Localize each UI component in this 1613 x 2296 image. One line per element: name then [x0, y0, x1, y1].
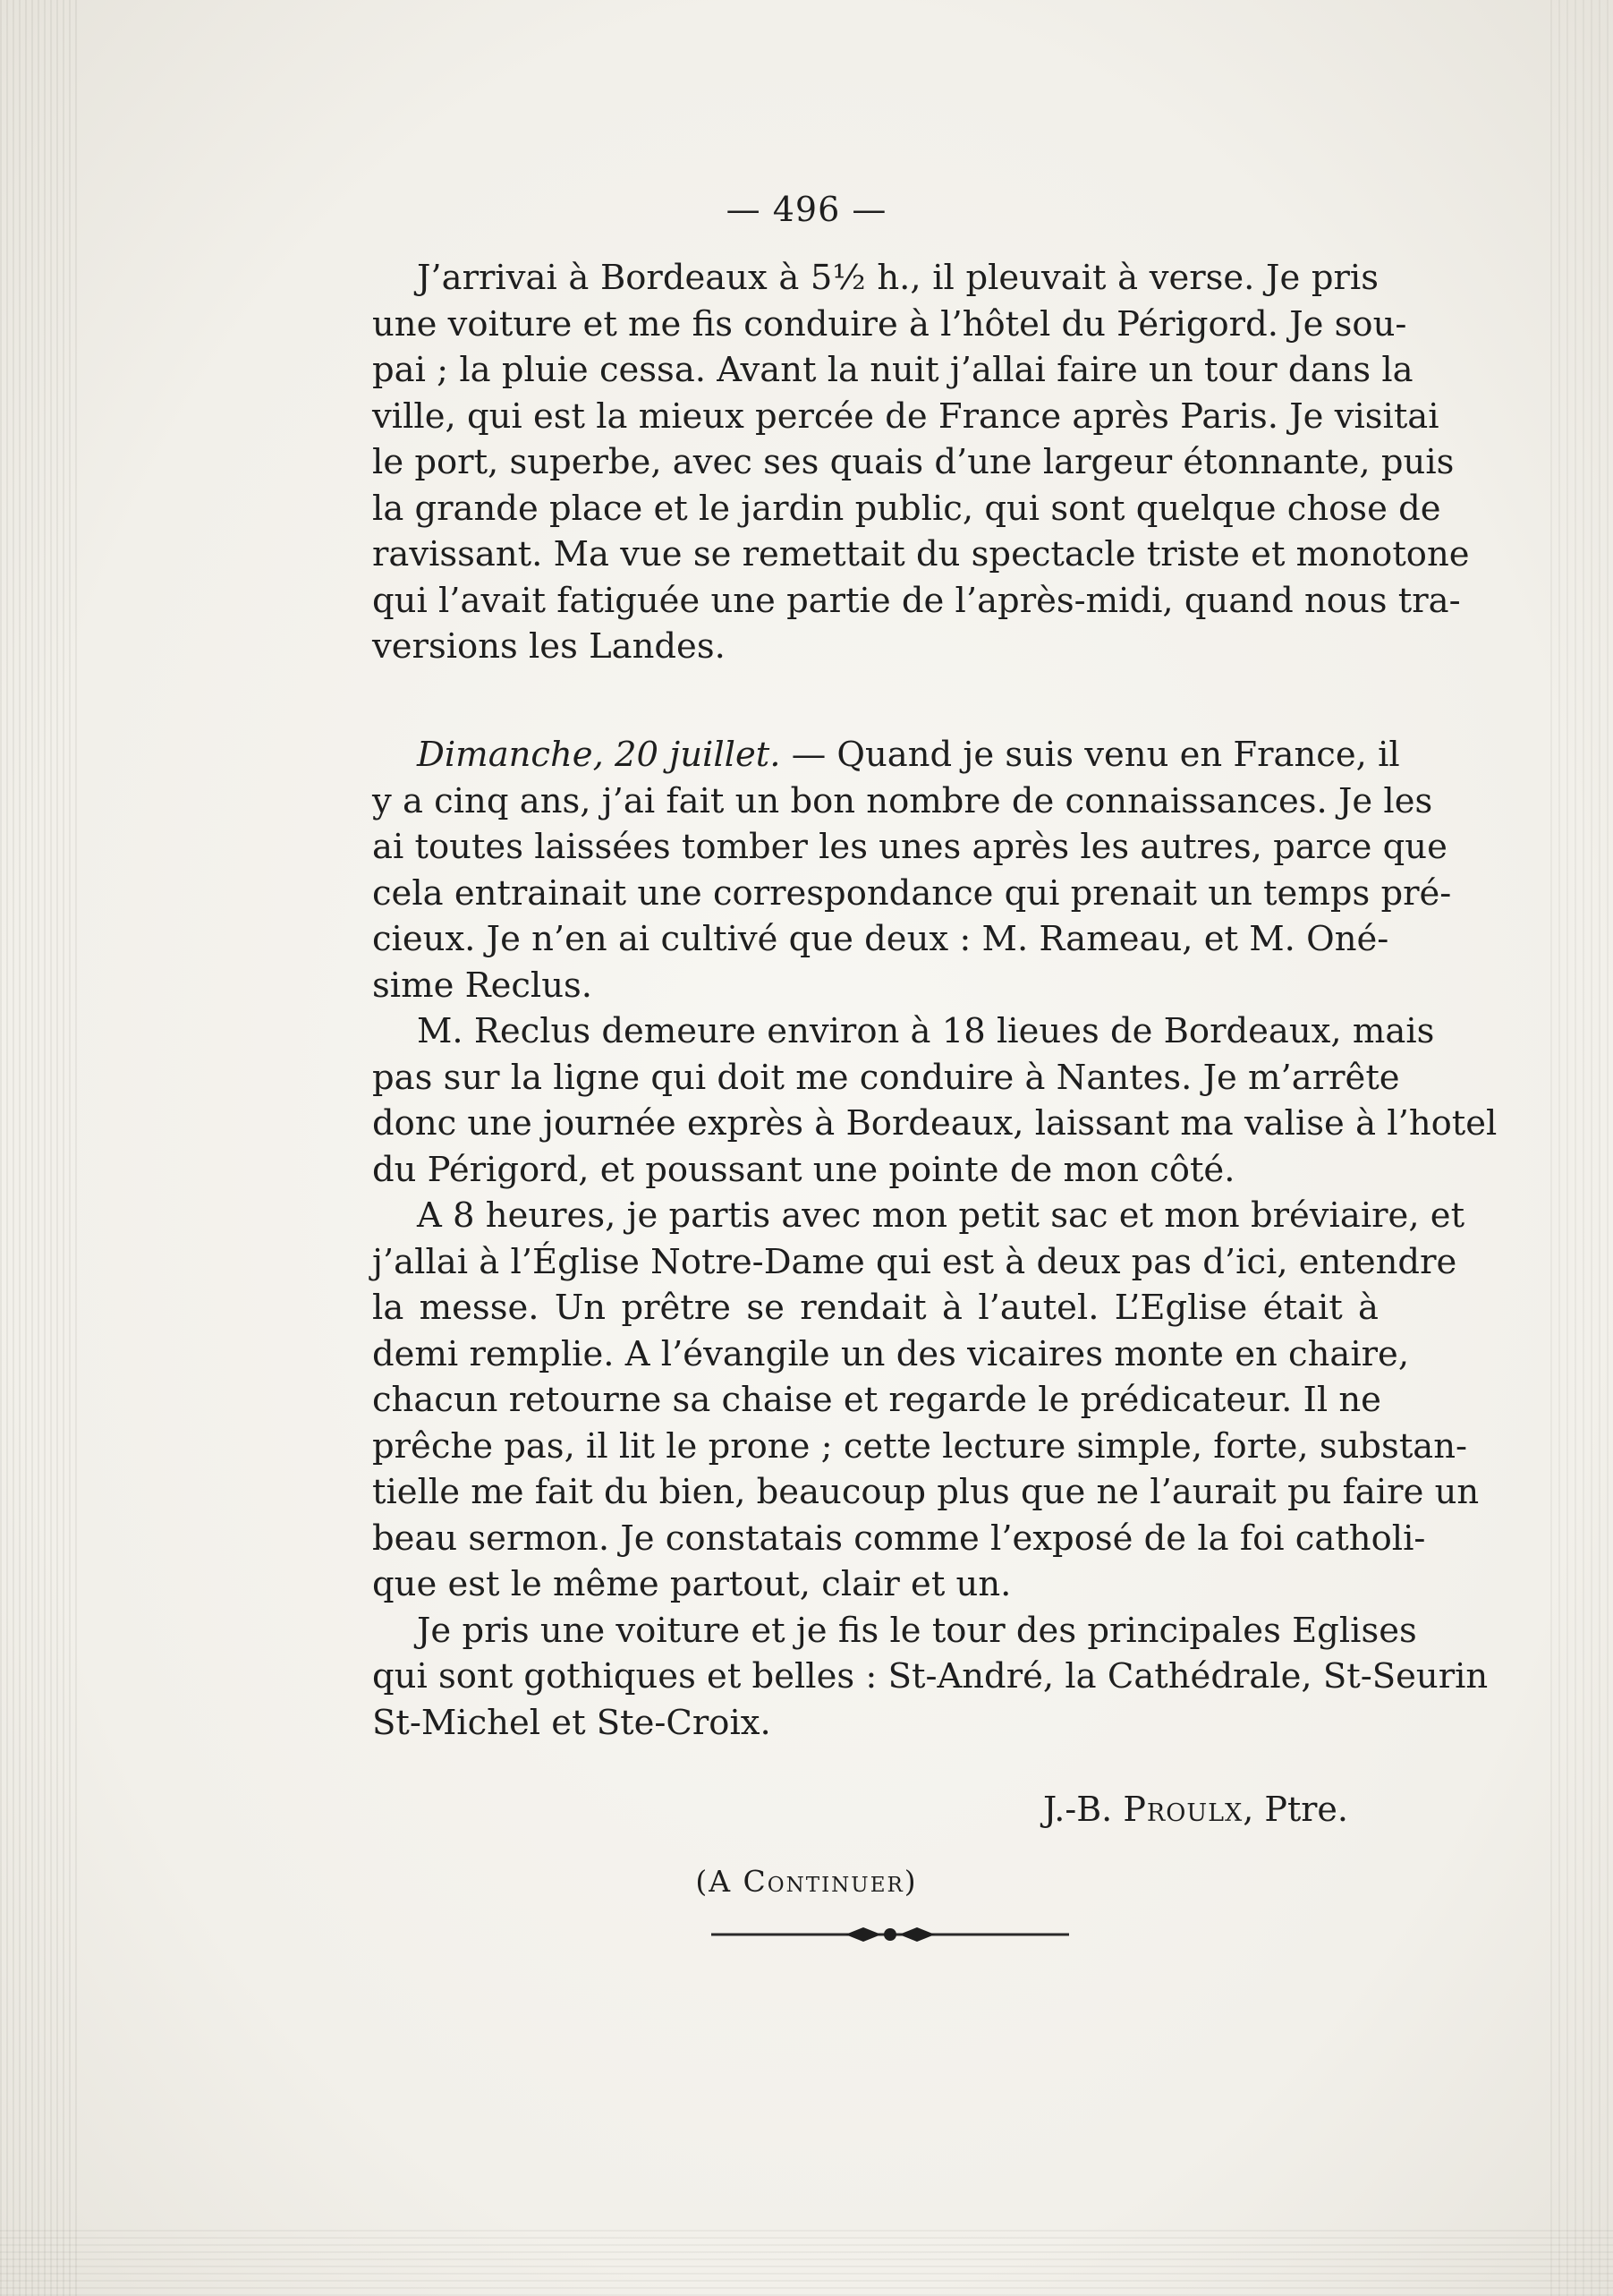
paragraph-arrival-bordeaux	[372, 255, 1470, 670]
text-line: demi remplie. A l’évangile un des vicaires monte en chaire,	[372, 1333, 1410, 1374]
signature-title: , Ptre.	[1243, 1790, 1348, 1829]
scan-edge-bottom	[0, 2224, 1613, 2296]
text-line: M. Reclus demeure environ à 18 lieues de Bordeaux, mais	[417, 1011, 1435, 1051]
signature-initials: J.-B.	[1043, 1790, 1124, 1829]
text-line: y a cinq ans, j’ai fait un bon nombre de connaissances. Je les	[372, 780, 1433, 821]
text-line: sime Reclus.	[372, 965, 593, 1006]
text-line: la messe. Un prêtre se rendait à l’autel. L’Eglise était à	[372, 1288, 1379, 1328]
text-line: une voiture et me fis conduire à l’hôtel du Périgord. Je sou-	[372, 303, 1407, 344]
text-line: tielle me fait du bien, beaucoup plus que ne l’aurait pu faire un	[372, 1472, 1480, 1512]
text-line: le port, superbe, avec ses quais d’une largeur étonnante, puis	[372, 442, 1455, 482]
entry-date: Dimanche, 20 juillet.	[417, 735, 781, 775]
text-line: A 8 heures, je partis avec mon petit sac et mon bréviaire, et	[417, 1195, 1465, 1236]
scan-edge-left	[0, 0, 81, 2296]
entry-first-line: — Quand je suis venu en France, il	[780, 735, 1400, 775]
text-line: ai toutes laissées tomber les unes après les autres, parce que	[372, 827, 1447, 867]
text-line: pai ; la pluie cessa. Avant la nuit j’allai faire un tour dans la	[372, 350, 1413, 390]
to-be-continued: (A Continuer)	[695, 1864, 918, 1899]
text-line: donc une journée exprès à Bordeaux, laissant ma valise à l’hotel	[372, 1103, 1498, 1144]
text-line: qui sont gothiques et belles : St-André, la Cathédrale, St-Seurin	[372, 1656, 1489, 1696]
scan-edge-right	[1550, 0, 1613, 2296]
author-signature	[1043, 1790, 1348, 1829]
text-line: qui l’avait fatiguée une partie de l’après-midi, quand nous tra-	[372, 580, 1461, 621]
text-line: cela entrainait une correspondance qui prenait un temps pré-	[372, 872, 1452, 914]
text-line: j’allai à l’Église Notre-Dame qui est à deux pas d’ici, entendre	[372, 1241, 1457, 1282]
paragraph-sunday-entry	[372, 732, 1498, 1746]
signature-surname: Proulx	[1123, 1790, 1244, 1829]
text-line: pas sur la ligne qui doit me conduire à Nantes. Je m’arrête	[372, 1057, 1400, 1098]
ornament-divider-icon	[711, 1922, 1069, 1947]
text-line: Je pris une voiture et je fis le tour des principales Eglises	[417, 1610, 1417, 1651]
text-line	[372, 732, 1400, 778]
page-number: — 496 —	[726, 190, 887, 229]
text-line: prêche pas, il lit le prone ; cette lecture simple, forte, substan-	[372, 1425, 1468, 1467]
text-line: ravissant. Ma vue se remettait du spectacle triste et monotone	[372, 534, 1470, 574]
text-line: St-Michel et Ste-Croix.	[372, 1702, 771, 1743]
text-line: la grande place et le jardin public, qui sont quelque chose de	[372, 488, 1441, 529]
text-line: J’arrivai à Bordeaux à 5½ h., il pleuvait à verse. Je pris	[417, 258, 1379, 298]
text-line: beau sermon. Je constatais comme l’exposé de la foi catholi-	[372, 1518, 1426, 1559]
text-line: du Périgord, et poussant une pointe de mon côté.	[372, 1149, 1235, 1190]
text-line: chacun retourne sa chaise et regarde le prédicateur. Il ne	[372, 1380, 1381, 1420]
text-line: versions les Landes.	[372, 626, 726, 667]
text-line: ville, qui est la mieux percée de France après Paris. Je visitai	[372, 395, 1439, 437]
text-line: que est le même partout, clair et un.	[372, 1564, 1012, 1604]
text-line: cieux. Je n’en ai cultivé que deux : M. Rameau, et M. Oné-	[372, 919, 1389, 959]
